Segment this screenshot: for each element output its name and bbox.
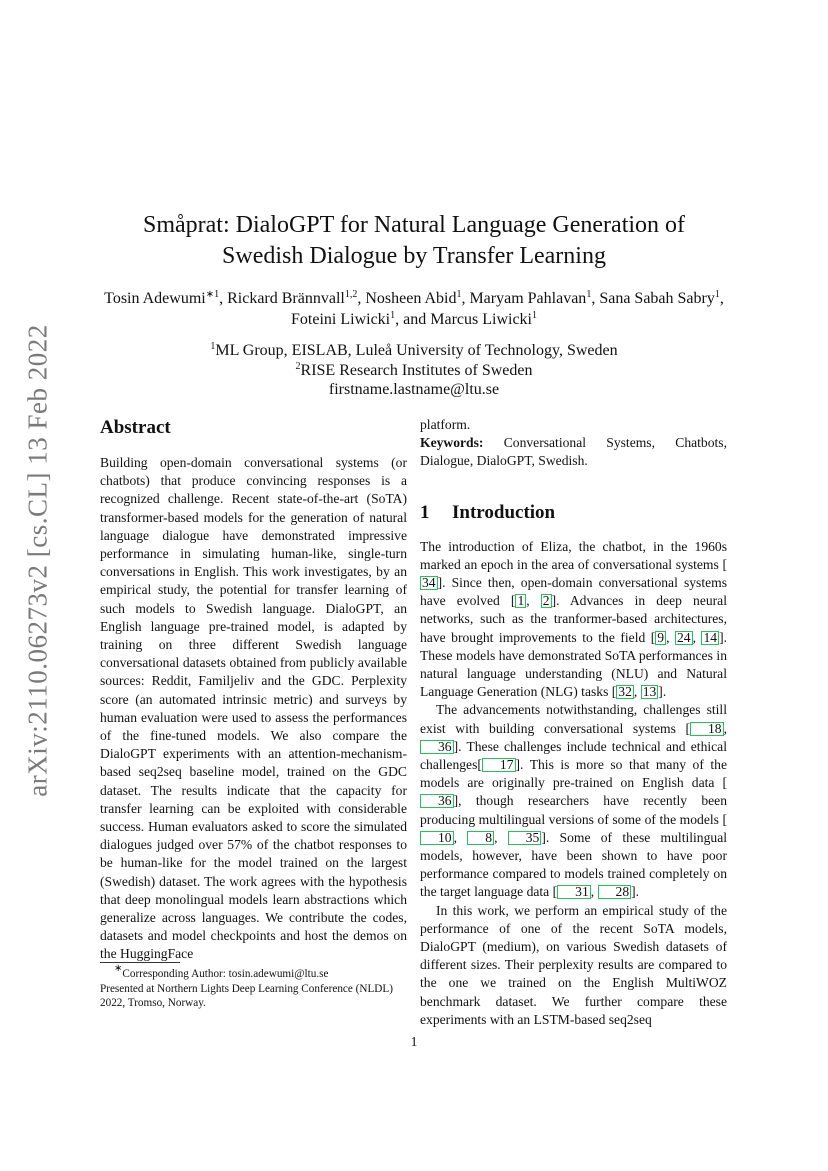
section-heading-introduction [420, 501, 727, 525]
paper-title: Småprat: DialoGPT for Natural Language Generation of Swedish Dialogue by Transfer Learning [142, 212, 686, 269]
citation-link[interactable]: 35 [508, 831, 542, 845]
citation-link[interactable]: 24 [676, 629, 691, 645]
footnote-conference: Presented at Northern Lights Deep Learning Conference (NLDL) 2022, Tromso, Norway. [100, 982, 393, 1009]
citation-link[interactable]: 31 [557, 885, 591, 899]
author-name: Maryam Pahlavan [469, 290, 587, 307]
keywords-text: Conversational Systems, Chatbots, Dialogue, DialoGPT, Swedish. [420, 435, 727, 469]
left-column [100, 416, 407, 964]
arxiv-identifier: arXiv:2110.06273v2 [cs.CL] 13 Feb 2022 [22, 323, 53, 797]
author-name: Sana Sabah Sabry [599, 290, 715, 307]
citation-link[interactable]: 9 [657, 629, 665, 645]
author-affiliation-mark: 1 [714, 289, 720, 300]
citation-link[interactable]: 13 [642, 684, 657, 700]
footnote-corresponding-author: ∗Corresponding Author: tosin.adewumi@ltu.se [114, 963, 329, 980]
abstract-heading: Abstract [100, 417, 171, 438]
affiliation-2: $^2$RISE Research Institutes of Sweden [295, 360, 533, 379]
author-name: Foteini Liwicki [291, 311, 391, 328]
citation-link[interactable]: 17 [482, 758, 516, 772]
right-column [420, 416, 727, 1029]
citation-link[interactable]: 8 [467, 831, 494, 845]
footnote-rule [100, 962, 180, 963]
author-affiliation-mark: 1 [586, 289, 592, 300]
citation-link[interactable]: 1 [517, 593, 525, 609]
intro-paragraph-1: The introduction of Eliza, the chatbot, in the 1960s marked an epoch in the area of conversational systems [34 ]. Since then, open-domain conversational systems have evolved [ 1 , 2 ]. Advances in deep neural networks, such as the tranformer-based architectures, have brought improvements to the field [ 9 , 24 , 14 ]. These models have demonstrated SoTA performances in natural language understanding (NLU) and Natural Language Generation (NLG) tasks [ 32 , 13 ]. [420, 538, 727, 700]
author-affiliation-mark: 1 [390, 310, 396, 321]
citation-link[interactable]: 36 [420, 740, 454, 754]
author-affiliation-mark: 1 [531, 310, 537, 321]
author-list: Tosin Adewumi$^{∗1}$, Rickard Brännvall$^{1,2}$, Nosheen Abid$^1$, Maryam Pahlavan$^1$, Sana Sabah Sabry$^1$, Foteini Liwicki$^1$, and Marcus Liwicki$^1$ [104, 289, 724, 328]
citation-link[interactable]: 28 [598, 885, 632, 899]
author-affiliation-mark: ∗1 [205, 289, 220, 300]
footnotes [100, 962, 407, 1011]
affiliation-1: $^1$ML Group, EISLAB, Luleå University of Technology, Sweden [210, 341, 618, 359]
citation-link[interactable]: 14 [703, 629, 718, 645]
author-name: Tosin Adewumi [104, 290, 206, 307]
author-affiliation-mark: 1 [456, 289, 462, 300]
abstract-continuation: platform. [420, 417, 471, 432]
author-name: Marcus Liwicki [430, 311, 532, 328]
author-affiliation-mark: 1,2 [344, 289, 358, 300]
citation-link[interactable]: 10 [420, 831, 454, 845]
section-number: 1 [420, 501, 430, 523]
citation-link[interactable]: 32 [618, 684, 632, 700]
author-name: Nosheen Abid [365, 290, 457, 307]
contact-email: firstname.lastname@ltu.se [328, 381, 500, 398]
affiliations [100, 341, 728, 400]
citation-link[interactable]: 2 [542, 593, 550, 609]
page-number: 1 [410, 1034, 418, 1049]
author-name: Rickard Brännvall [227, 290, 345, 307]
citation-link[interactable]: 34 [422, 575, 436, 591]
keywords-label: Keywords: [420, 435, 484, 451]
arxiv-side-stamp [18, 270, 58, 850]
citation-link[interactable]: 18 [690, 722, 724, 736]
keywords [420, 434, 727, 470]
abstract-text: Building open-domain conversational systems (or chatbots) that produce convincing responses is a recognized challenge. Recent state-of-the-art (SoTA) transformer-based models for the generation of natural language dialogue have demonstrated impressive performance in simulating human-like, single-turn conversations in English. This work investigates, by an empirical study, the potential for transfer learning of such models to Swedish language. DialoGPT, an English language pre-trained model, is adapted by training on three different Swedish language conversational datasets obtained from publicly available sources: Reddit, Familjeliv and the GDC. Perplexity score (an automated intrinsic metric) and surveys by human evaluation were used to assess the performances of the fine-tuned models. We also compare the DialoGPT experiments with an attention-mechanism-based seq2seq baseline model, trained on the GDC dataset. The results indicate that the capacity for transfer learning can be exploited with considerable success. Human evaluators asked to score the simulated dialogues judged over 57% of the chatbot responses to be human-like for the model trained on the largest (Swedish) dataset. The work agrees with the hypothesis that deep monolingual models learn abstractions which generalize across languages. We contribute the codes, datasets and model checkpoints and host the demos on the HuggingFace [100, 455, 407, 962]
citation-link[interactable]: 36 [420, 794, 454, 808]
section-title: Introduction [452, 501, 556, 523]
intro-paragraph-2: The advancements notwithstanding, challenges still exist with building conversational systems [ 18 , 36 ]. These challenges include technical and ethical challenges[ 17 ]. This is more so that many of the models are originally pre-trained on English data [36 ], though researchers have recently been producing multilingual versions of some of the models [10 , 8 , 35 ]. Some of these multilingual models, however, have been shown to have poor performance compared to models trained completely on the target language data [ 31 , 28 ]. [420, 702, 728, 900]
intro-paragraph-3: In this work, we perform an empirical study of the performance of one of the recent SoTA models, DialoGPT (medium), on various Swedish datasets of different sizes. Their perplexity results are compared to the one we trained on the English MultiWOZ benchmark dataset. We further compare these experiments with an LSTM-based seq2seq [420, 902, 727, 1027]
